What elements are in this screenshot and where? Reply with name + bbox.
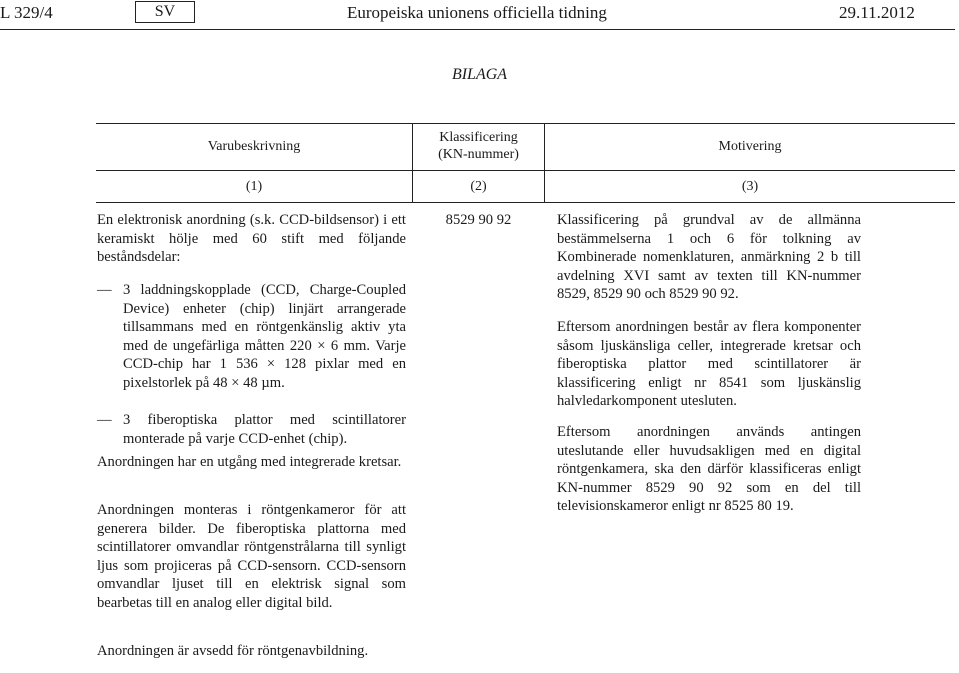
header-divider xyxy=(0,29,955,30)
table-header-rule xyxy=(96,170,955,171)
description-item-fiberoptic: 3 fiberoptiska plattor med scintillatorer monterade på varje CCD-enhet (chip). xyxy=(123,412,406,447)
description-item-ccd: 3 laddningskopplade (CCD, Charge-Coupled Device) enheter (chip) linjärt arrangerade tillsammans med en röntgenkänslig aktiv yta med de ungefärliga måtten 220 × 6 mm. Varje CCD-chip har 1 536 × 128 pixlar med en pixelstorlek på 48 × 48 µm. xyxy=(123,282,406,391)
list-dash: — xyxy=(97,282,112,298)
description-paragraph-purpose: Anordningen är avsedd för röntgenavbildning. xyxy=(97,643,369,659)
column-number-2: (2) xyxy=(470,179,487,194)
column-number-3: (3) xyxy=(741,179,759,194)
list-dash: — xyxy=(97,412,112,428)
annex-title: BILAGA xyxy=(451,66,508,83)
page-reference: L 329/4 xyxy=(0,3,53,22)
justification-paragraph-2: Eftersom anordningen består av flera komponenter såsom ljuskänsliga celler, integrerade kretsar och fiberoptiska plattor med scintillatorer är klassificering enligt nr 8541 som ljuskänslig halvledarkomponent utesluten. xyxy=(557,319,861,409)
publication-date: 29.11.2012 xyxy=(839,3,915,22)
justification-paragraph-3: Eftersom anordningen används antingen uteslutande eller huvudsakligen med en digital röntgenkamera, ska den därför klassificeras enligt KN-nummer 8529 90 92 som en del till televisionskameror enligt nr 8525 80 19. xyxy=(557,424,861,514)
column-header-classification: Klassificering (KN-nummer) xyxy=(438,130,519,162)
table-top-rule xyxy=(96,123,955,124)
table-number-rule xyxy=(96,202,955,203)
column-header-justification: Motivering xyxy=(718,139,782,154)
description-intro: En elektronisk anordning (s.k. CCD-bildsensor) i ett keramiskt hölje med 60 stift med följande beståndsdelar: xyxy=(97,212,406,265)
description-paragraph-output: Anordningen har en utgång med integrerade kretsar. xyxy=(97,454,402,470)
column-header-description: Varubeskrivning xyxy=(207,139,301,154)
cn-code: 8529 90 92 xyxy=(445,212,512,228)
justification-paragraph-1: Klassificering på grundval av de allmänna bestämmelserna 1 och 6 för tolkning av Kombinerade nomenklaturen, anmärkning 2 b till avdelning XVI samt av texten till KN-nummer 8529, 8529 90 och 8529 90 92. xyxy=(557,212,861,302)
journal-title: Europeiska unionens officiella tidning xyxy=(347,3,607,22)
language-badge: SV xyxy=(135,1,195,23)
column-number-1: (1) xyxy=(245,179,263,194)
description-paragraph-function: Anordningen monteras i röntgenkameror för att generera bilder. De fiberoptiska plattorna med scintillatorer omvandlar röntgenstrålarna till synligt ljus som projiceras på CCD-sensorn. CCD-sensorn omvandlar ljuset till en elektrisk signal som bearbetas till en analog eller digital bild. xyxy=(97,502,406,611)
